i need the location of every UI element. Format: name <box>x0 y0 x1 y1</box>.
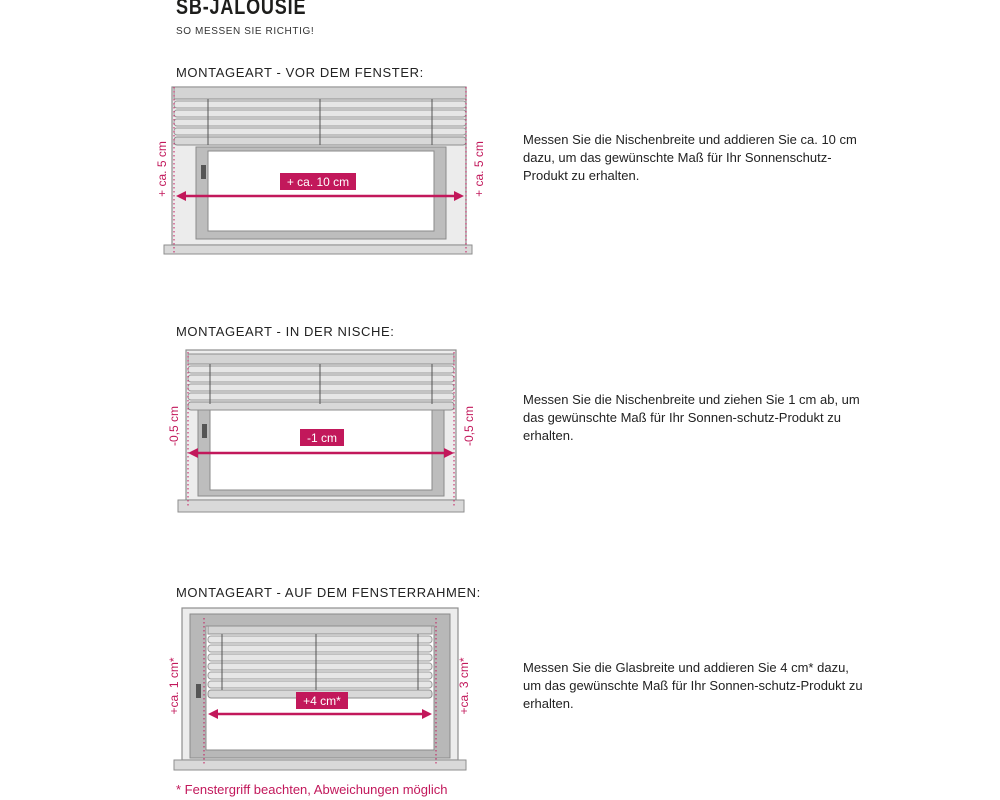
blind-slats <box>188 366 454 410</box>
right-side-label: +ca. 3 cm* <box>457 657 471 715</box>
page-subtitle: SO MESSEN SIE RICHTIG! <box>176 26 315 37</box>
left-side-label: + ca. 5 cm <box>155 141 169 197</box>
window-sill <box>178 500 464 512</box>
blind-headrail <box>188 354 454 364</box>
window-sill <box>164 245 472 254</box>
left-side-label: -0,5 cm <box>167 405 181 447</box>
right-side-label: -0,5 cm <box>462 405 476 447</box>
diagram-auf-dem-fensterrahmen <box>160 606 480 778</box>
footnote: * Fenstergriff beachten, Abweichungen möglich <box>176 782 448 797</box>
window-handle-icon <box>202 424 207 438</box>
diagram-vor-dem-fenster <box>150 85 490 265</box>
left-side-label: +ca. 1 cm* <box>167 657 181 715</box>
description-auf-dem-fensterrahmen: Messen Sie die Glasbreite und addieren Sie 4 cm* dazu, um das gewünschte Maß für Ihr Sonnen-schutz-Produkt zu erhalten. <box>523 660 863 711</box>
blind-headrail <box>174 87 466 99</box>
description-in-der-nische: Messen Sie die Nischenbreite und ziehen Sie 1 cm ab, um das gewünschte Maß für Ihr Sonnen-schutz-Produkt zu erhalten. <box>523 392 860 443</box>
diagram-in-der-nische <box>160 348 480 518</box>
window-handle-icon <box>201 165 206 179</box>
description-vor-dem-fenster: Messen Sie die Nischenbreite und addieren Sie ca. 10 cm dazu, um das gewünschte Maß für Ihr Sonnenschutz-Produkt zu erhalten. <box>523 132 857 183</box>
right-side-label: + ca. 5 cm <box>472 141 486 197</box>
page-title: SB-JALOUSIE <box>176 0 307 19</box>
window-glass <box>210 410 432 490</box>
section-heading-vor-dem-fenster: MONTAGEART - VOR DEM FENSTER: <box>176 65 424 80</box>
blind-headrail <box>208 626 432 634</box>
width-label: + ca. 10 cm <box>286 175 350 189</box>
width-label: +4 cm* <box>303 694 341 708</box>
width-label: -1 cm <box>307 431 337 445</box>
window-glass <box>208 151 434 231</box>
section-heading-in-der-nische: MONTAGEART - IN DER NISCHE: <box>176 324 395 339</box>
window-sill <box>174 760 466 770</box>
section-heading-auf-dem-fensterrahmen: MONTAGEART - AUF DEM FENSTERRAHMEN: <box>176 585 481 600</box>
window-handle-icon <box>196 684 201 698</box>
